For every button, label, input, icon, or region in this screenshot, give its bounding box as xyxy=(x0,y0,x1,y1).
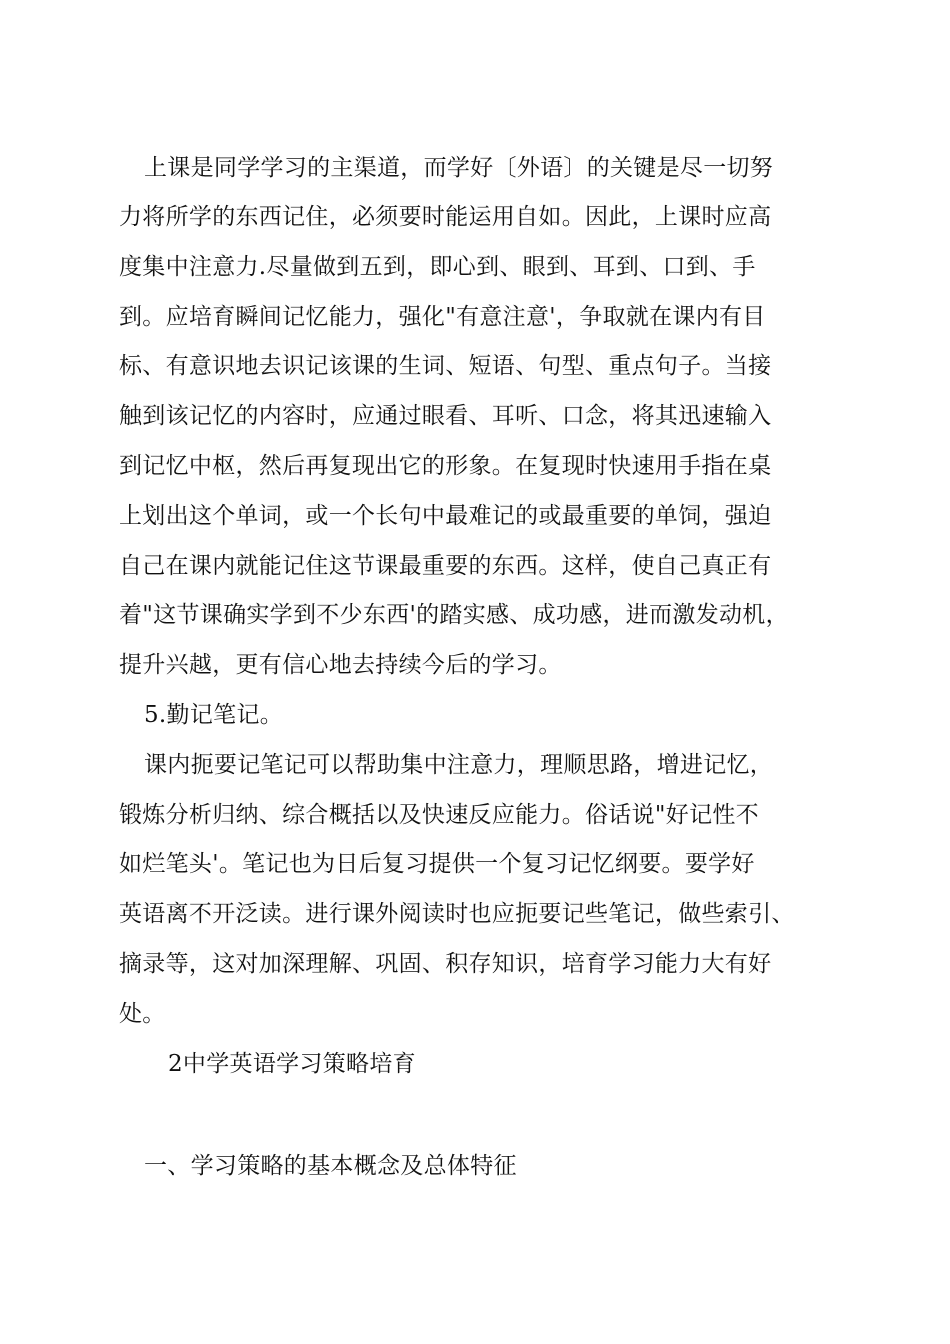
paragraph-1-line: 到记忆中枢，然后再复现出它的形象。在复现时快速用手指在桌 xyxy=(119,453,772,479)
paragraph-2-line: 如烂笔头'。笔记也为日后复习提供一个复习记忆纲要。要学好 xyxy=(119,851,755,877)
paragraph-2-line: 锻炼分析归纳、综合概括以及快速反应能力。俗话说"好记性不 xyxy=(119,802,759,828)
paragraph-1-line: 到。应培育瞬间记忆能力，强化"有意注意'，争取就在课内有目 xyxy=(119,304,766,330)
paragraph-2-line: 课内扼要记笔记可以帮助集中注意力，理顺思路，增进记忆， xyxy=(144,752,774,778)
paragraph-1-line: 提升兴越，更有信心地去持续今后的学习。 xyxy=(119,652,562,678)
paragraph-1-line: 标、有意识地去识记该课的生词、短语、句型、重点句子。当接 xyxy=(119,353,772,379)
paragraph-1-line: 力将所学的东西记住，必须要时能运用自如。因此，上课时应高 xyxy=(119,204,772,230)
section-title: 2中学英语学习策略培育 xyxy=(168,1051,416,1077)
list-item-5-label: 5.勤记笔记。 xyxy=(144,702,284,728)
paragraph-1-line: 自己在课内就能记住这节课最重要的东西。这样，使自己真正有 xyxy=(119,553,772,579)
paragraph-2-line: 处。 xyxy=(119,1001,166,1027)
paragraph-1-line: 上划出这个单词，或一个长句中最难记的或最重要的单饲，强迫 xyxy=(119,503,772,529)
paragraph-1-line: 上课是同学学习的主渠道，而学好〔外语〕的关键是尽一切努 xyxy=(144,155,774,181)
subsection-title: 一、学习策略的基本概念及总体特征 xyxy=(144,1153,517,1179)
paragraph-2-line: 摘录等，这对加深理解、巩固、积存知识，培育学习能力大有好 xyxy=(119,951,772,977)
paragraph-1-line: 触到该记忆的内容时，应通过眼看、耳听、口念，将其迅速输入 xyxy=(119,403,772,429)
paragraph-1-line: 着"这节课确实学到不少东西'的踏实感、成功感，进而激发动机， xyxy=(119,602,789,628)
paragraph-2-line: 英语离不开泛读。进行课外阅读时也应扼要记些笔记，做些索引、 xyxy=(119,901,795,927)
paragraph-1-line: 度集中注意力.尽量做到五到，即心到、眼到、耳到、口到、手 xyxy=(119,254,756,280)
